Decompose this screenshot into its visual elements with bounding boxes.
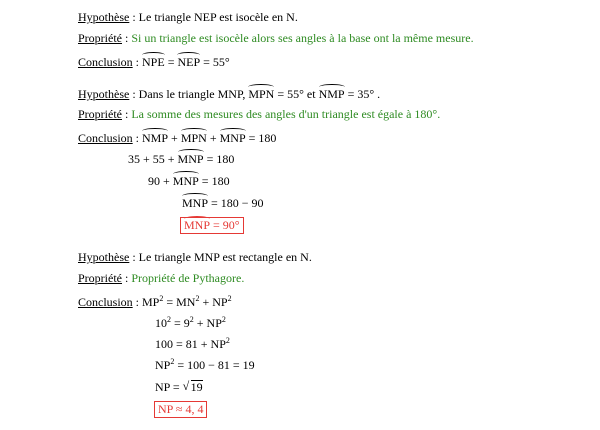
property-label: Propriété bbox=[78, 107, 122, 121]
hypothesis-3 bbox=[78, 250, 312, 264]
exponent: 2 bbox=[170, 357, 175, 366]
equation-prefix: 90 + bbox=[148, 174, 173, 188]
term-10: 10 bbox=[155, 316, 167, 330]
angle-nmp: NMP bbox=[142, 131, 169, 145]
conclusion-3-line-2 bbox=[155, 316, 226, 330]
exponent: 2 bbox=[167, 315, 171, 324]
hypothesis-text: : Le triangle MNP est rectangle en N. bbox=[129, 250, 312, 264]
conclusion-3-line-4 bbox=[155, 358, 255, 372]
exponent: 2 bbox=[159, 294, 164, 303]
equals-180: = 180 bbox=[245, 131, 277, 145]
plus: + bbox=[206, 131, 220, 145]
property-text: La somme des mesures des angles d'un triangle est égale à 180°. bbox=[131, 107, 441, 121]
hypothesis-text: : Dans le triangle MNP, bbox=[129, 87, 249, 101]
angle-nmp: NMP bbox=[318, 87, 345, 101]
conclusion-label: Conclusion bbox=[78, 131, 133, 145]
term-np: NP bbox=[155, 358, 171, 372]
hypothesis-label: Hypothèse bbox=[78, 10, 130, 24]
conclusion-3-line-5 bbox=[155, 380, 203, 394]
conclusion-2-result bbox=[180, 217, 244, 234]
conclusion-sep: : bbox=[132, 55, 143, 69]
hypothesis-text: : Le triangle NEP est isocèle en N. bbox=[129, 10, 298, 24]
term-9: = 9 bbox=[171, 316, 190, 330]
conclusion-2-line-3 bbox=[148, 174, 230, 188]
exponent: 2 bbox=[221, 315, 226, 324]
conclusion-3-result bbox=[154, 401, 207, 418]
property-sep: : bbox=[122, 107, 132, 121]
equation-prefix: 35 + 55 + bbox=[128, 152, 178, 166]
hypothesis-2 bbox=[78, 87, 380, 101]
result-box bbox=[180, 217, 244, 234]
angle-mnp: MNP bbox=[184, 218, 211, 232]
angle-nep: NEP bbox=[177, 55, 201, 69]
property-3 bbox=[78, 271, 244, 285]
angle-mpn: MPN bbox=[248, 87, 275, 101]
term-np: + NP bbox=[193, 316, 222, 330]
angle-mpn: MPN bbox=[180, 131, 207, 145]
angle-mnp: MNP bbox=[182, 196, 209, 210]
exponent: 2 bbox=[195, 294, 200, 303]
value-55: = 55° bbox=[200, 55, 230, 69]
value-b: = 35° . bbox=[344, 87, 381, 101]
radicand: 19 bbox=[190, 380, 203, 394]
exponent: 2 bbox=[225, 336, 230, 345]
result-box: NP ≈ 4, 4 bbox=[154, 401, 207, 418]
exponent: 2 bbox=[189, 315, 194, 324]
conclusion-label: Conclusion bbox=[78, 55, 133, 69]
property-text: Si un triangle est isocèle alors ses angles à la base ont la même mesure. bbox=[131, 31, 474, 45]
equation-prefix: NP = bbox=[155, 380, 183, 394]
hypothesis-1 bbox=[78, 10, 298, 24]
conclusion-2-line-1 bbox=[78, 131, 276, 145]
hypothesis-label: Hypothèse bbox=[78, 250, 130, 264]
term-mp: MP bbox=[142, 295, 160, 309]
conclusion-2-line-2 bbox=[128, 152, 234, 166]
equation-rest: = 180 − 90 bbox=[208, 196, 264, 210]
angle-mnp: MNP bbox=[219, 131, 246, 145]
conclusion-label: Conclusion bbox=[78, 295, 133, 309]
property-sep: : bbox=[122, 271, 132, 285]
term-mn: = MN bbox=[163, 295, 196, 309]
equation-rest: = 100 − 81 = 19 bbox=[174, 358, 255, 372]
equals-180: = 180 bbox=[198, 174, 230, 188]
result-value: = 90° bbox=[210, 218, 240, 232]
equals-180: = 180 bbox=[203, 152, 235, 166]
angle-npe: NPE bbox=[142, 55, 165, 69]
equation: 100 = 81 + NP bbox=[155, 337, 226, 351]
conclusion-2-line-4 bbox=[182, 196, 264, 210]
plus: + bbox=[168, 131, 181, 145]
hypothesis-label: Hypothèse bbox=[78, 87, 130, 101]
value-a: = 55° et bbox=[274, 87, 319, 101]
property-2 bbox=[78, 107, 440, 121]
equals: = bbox=[164, 55, 178, 69]
property-sep: : bbox=[122, 31, 132, 45]
conclusion-sep: : bbox=[132, 131, 143, 145]
property-label: Propriété bbox=[78, 271, 122, 285]
conclusion-sep: : bbox=[132, 295, 143, 309]
term-np: + NP bbox=[199, 295, 228, 309]
conclusion-1 bbox=[78, 55, 230, 69]
conclusion-3-line-3 bbox=[155, 337, 230, 351]
angle-mnp: MNP bbox=[177, 152, 204, 166]
property-text: Propriété de Pythagore. bbox=[131, 271, 245, 285]
property-label: Propriété bbox=[78, 31, 122, 45]
conclusion-3-line-1 bbox=[78, 295, 232, 309]
exponent: 2 bbox=[227, 294, 232, 303]
property-1 bbox=[78, 31, 474, 45]
square-root bbox=[183, 380, 203, 394]
angle-mnp: MNP bbox=[172, 174, 199, 188]
